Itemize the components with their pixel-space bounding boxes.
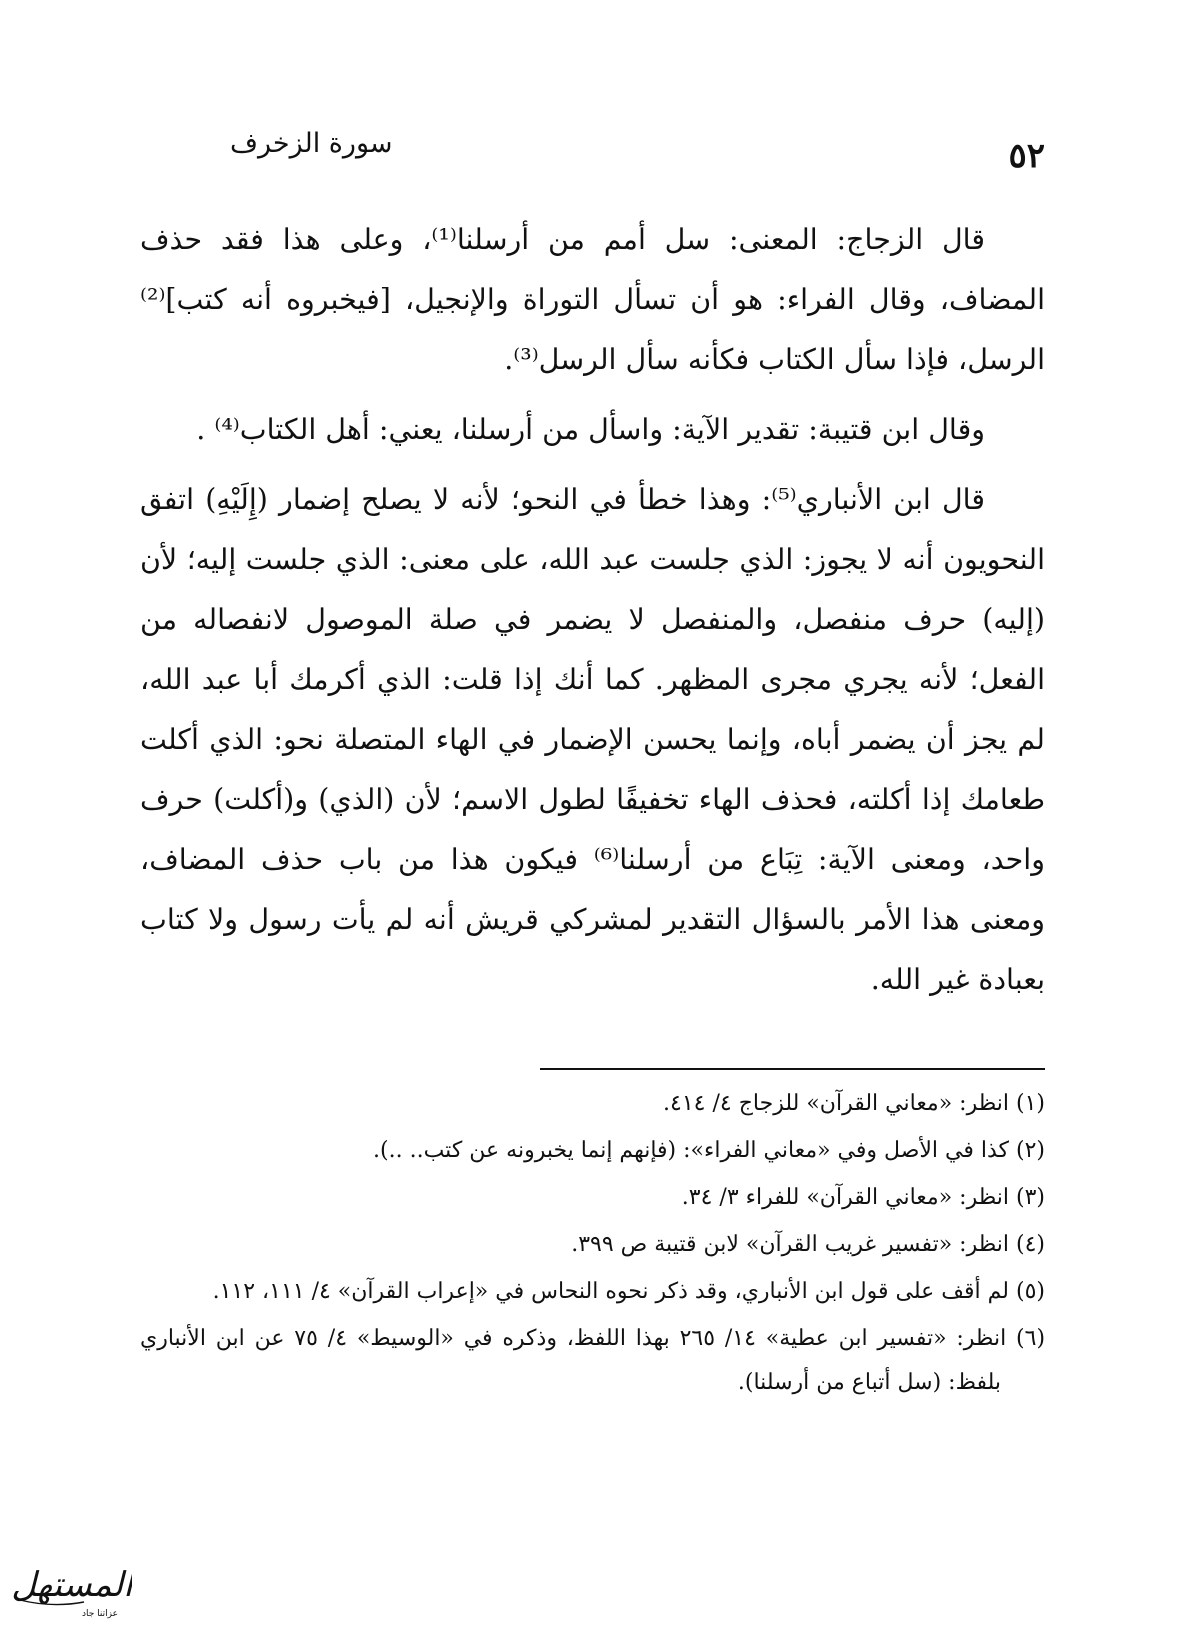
publisher-logo [12, 1560, 132, 1622]
paragraph: قال ابن الأنباري⁽⁵⁾: وهذا خطأ في النحو؛ لأنه لا يصلح إضمار (إِلَيْهِ) اتفق النحويون أنه لا يجوز: الذي جلست عبد الله، على معنى: الذي جلست إليه؛ لأن (إليه) حرف منفصل، والمنفصل لا يضمر في صلة الموصول لانفصاله من الفعل؛ لأنه يجري مجرى المظهر. كما أنك إذا قلت: الذي أكرمك أبا عبد الله، لم يجز أن يضمر أباه، وإنما يحسن الإضمار في الهاء المتصلة نحو: الذي أكلت طعامك إذا أكلته، فحذف الهاء تخفيفًا لطول الاسم؛ لأن (الذي) و(أكلت) حرف واحد، ومعنى الآية: تِبَاع من أرسلنا⁽⁶⁾ فيكون هذا من باب حذف المضاف، ومعنى هذا الأمر بالسؤال التقدير لمشركي قريش أنه لم يأت رسول ولا كتاب بعبادة غير الله. [140, 483, 1045, 996]
footnote: (٢) كذا في الأصل وفي «معاني الفراء»: (فإنهم إنما يخبرونه عن كتب.. ..). [373, 1138, 1045, 1163]
logo-mark [12, 1560, 132, 1622]
logo-subtext: عزاتنا جاد [82, 1609, 118, 1619]
footnote: (٦) انظر: «تفسير ابن عطية» ١٤/ ٢٦٥ بهذا اللفظ، وذكره في «الوسيط» ٤/ ٧٥ عن ابن الأنباري بلفظ: (سل أتباع من أرسلنا). [140, 1326, 1046, 1395]
logo-text: المستهل [12, 1565, 132, 1605]
paragraph: وقال ابن قتيبة: تقدير الآية: واسأل من أرسلنا، يعني: أهل الكتاب⁽⁴⁾ . [196, 413, 985, 446]
footnotes [140, 1082, 1045, 1408]
page-number: ٥٢ [1008, 136, 1045, 176]
footnote: (٤) انظر: «تفسير غريب القرآن» لابن قتيبة ص ٣٩٩. [571, 1232, 1045, 1257]
paragraph: قال الزجاج: المعنى: سل أمم من أرسلنا⁽¹⁾، وعلى هذا فقد حذف المضاف، وقال الفراء: هو أن تسأل التوراة والإنجيل، [فيخبروه أنه كتب]⁽²⁾ الرسل، فإذا سأل الكتاب فكأنه سأل الرسل⁽³⁾. [140, 223, 1045, 376]
footnote: (٥) لم أقف على قول ابن الأنباري، وقد ذكر نحوه النحاس في «إعراب القرآن» ٤/ ١١١، ١١٢. [212, 1279, 1045, 1304]
footnote: (١) انظر: «معاني القرآن» للزجاج ٤/ ٤١٤. [663, 1091, 1045, 1116]
page-header [230, 128, 1045, 178]
surah-title: سورة الزخرف [230, 128, 393, 159]
footnote-separator [540, 1068, 1045, 1070]
footnote: (٣) انظر: «معاني القرآن» للفراء ٣/ ٣٤. [681, 1185, 1045, 1210]
main-text [140, 210, 1045, 1010]
